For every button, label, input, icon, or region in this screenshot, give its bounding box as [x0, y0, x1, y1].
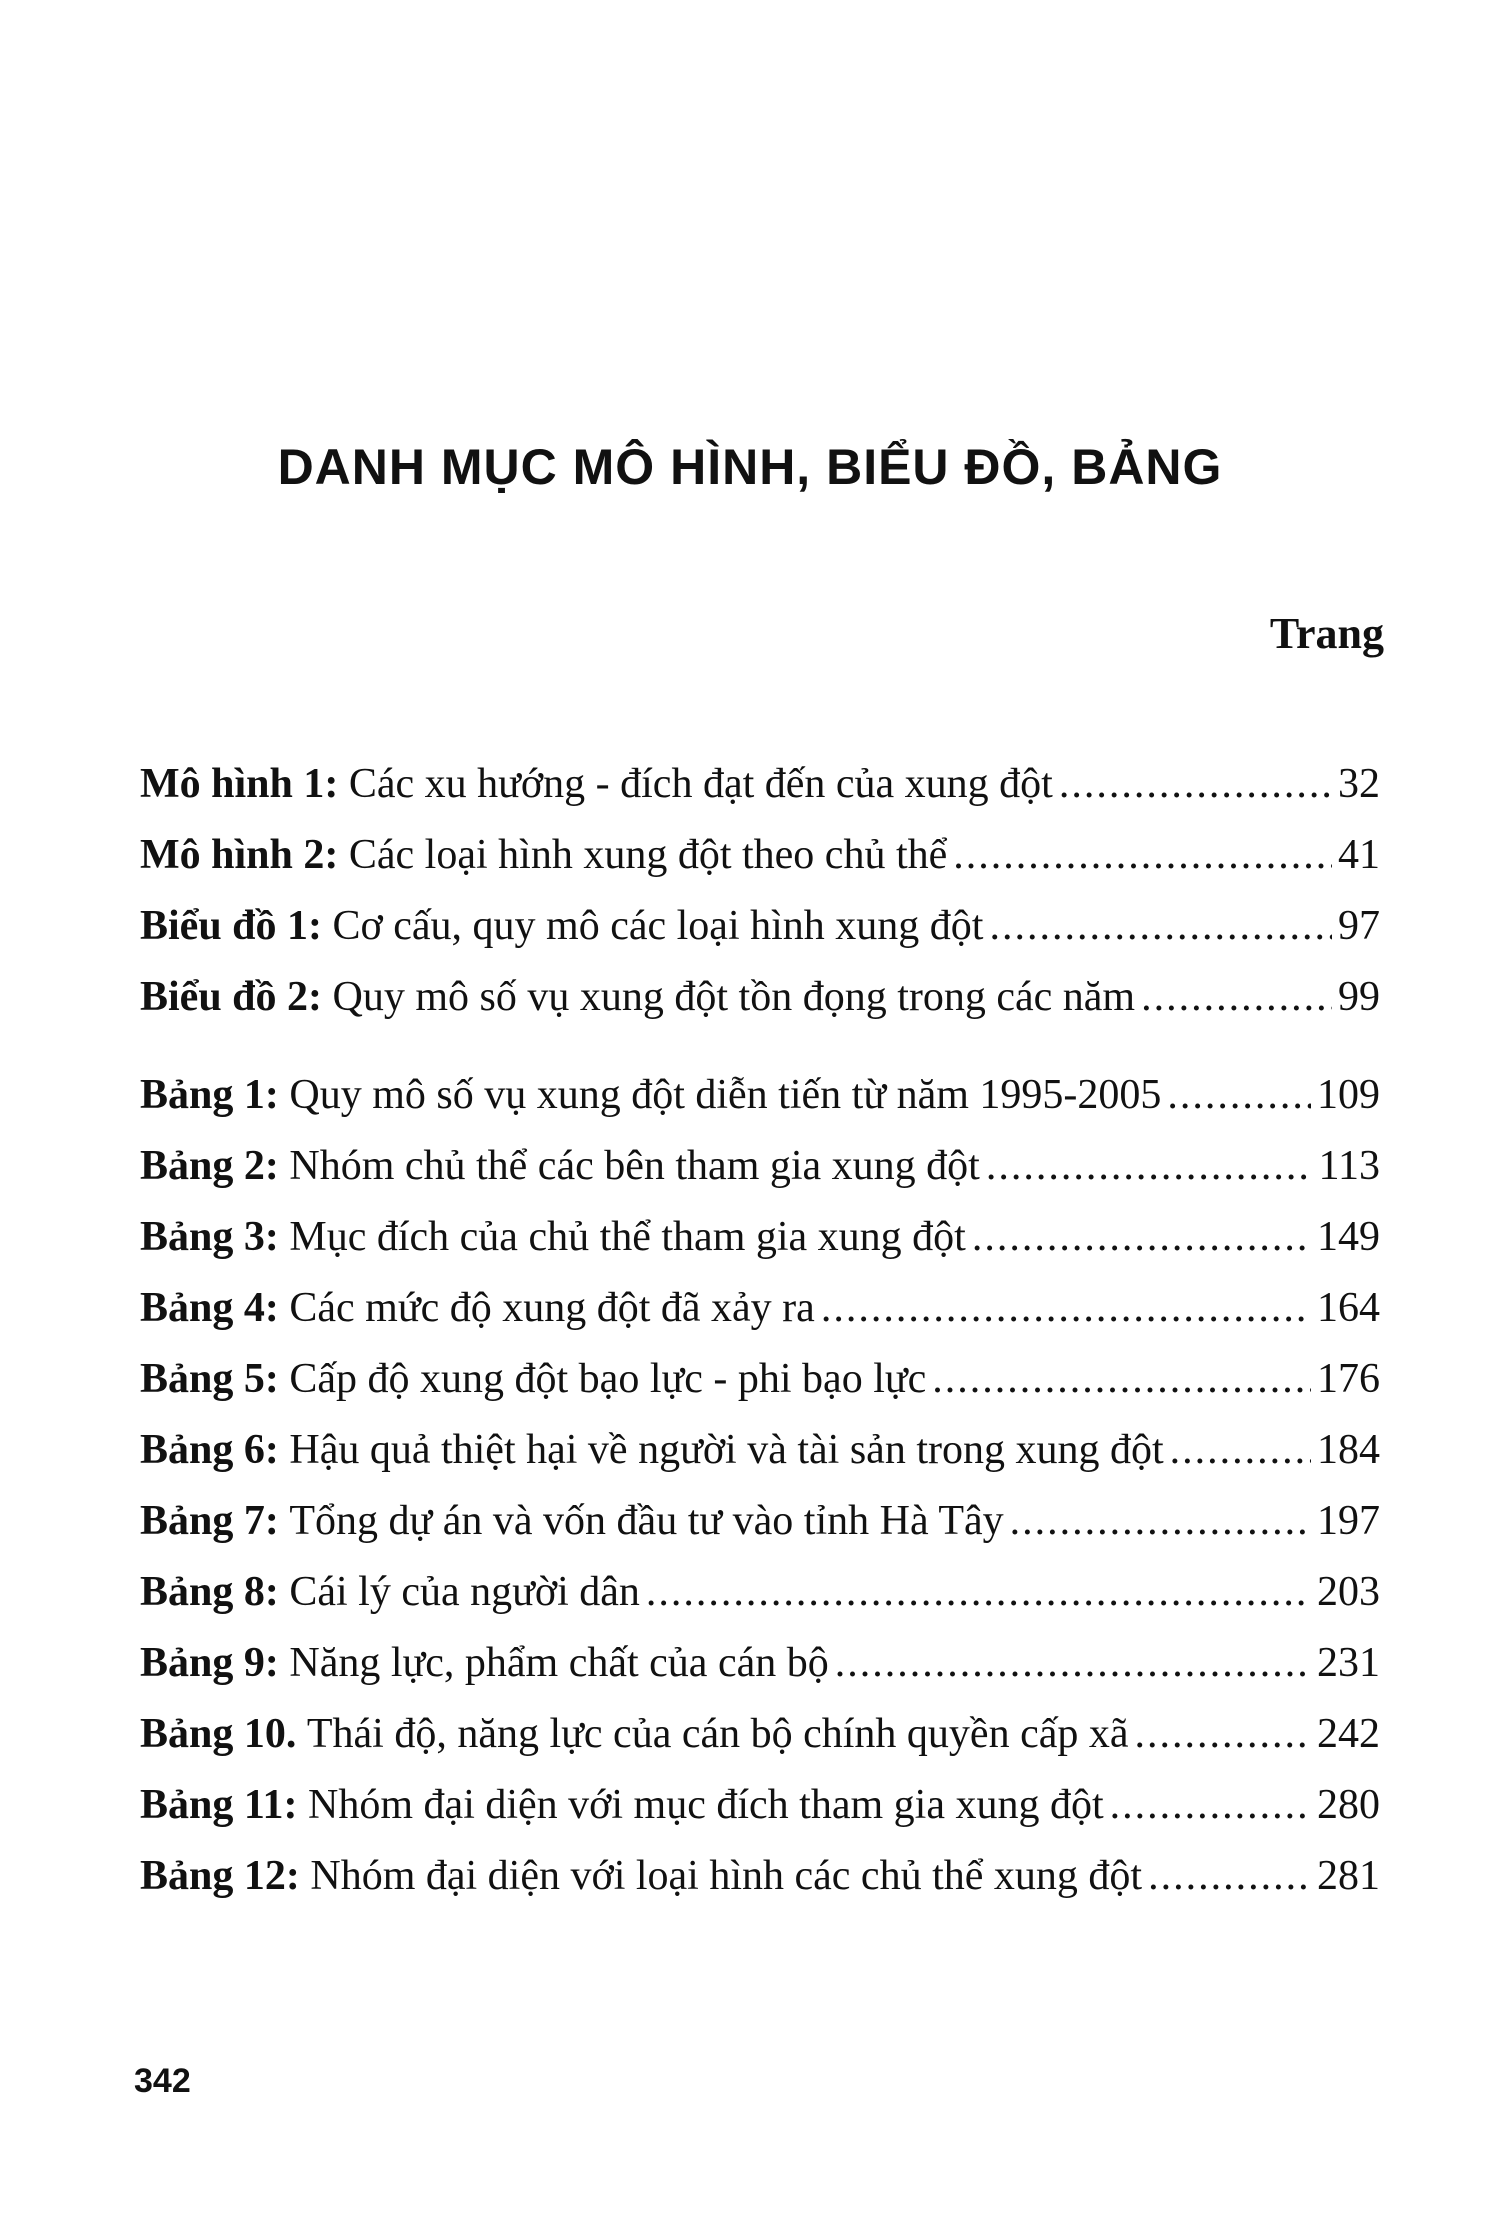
entry-title: Quy mô số vụ xung đột tồn đọng trong các năm: [332, 974, 1136, 1020]
entry-label: Bảng 6:: [140, 1427, 279, 1473]
page-title: DANH MỤC MÔ HÌNH, BIỂU ĐỒ, BẢNG: [277, 439, 1223, 495]
entry-page: 32: [1338, 761, 1380, 807]
entry-title: Thái độ, năng lực của cán bộ chính quyền cấp xã: [306, 1711, 1129, 1757]
entry-title: Cơ cấu, quy mô các loại hình xung đột: [332, 903, 984, 949]
dot-leader: [821, 1284, 1311, 1332]
entry-label: Bảng 8:: [140, 1569, 279, 1615]
toc-entry[interactable]: [140, 1284, 1380, 1344]
entry-page: 109: [1317, 1072, 1380, 1118]
dot-leader: [1135, 1710, 1312, 1758]
entry-title: Nhóm đại diện với loại hình các chủ thể xung đột: [310, 1853, 1143, 1899]
entry-title: Các loại hình xung đột theo chủ thể: [348, 832, 948, 878]
entry-page: 149: [1317, 1214, 1380, 1260]
dot-leader: [1148, 1852, 1311, 1900]
dot-leader: [953, 831, 1332, 879]
dot-leader: [989, 902, 1332, 950]
toc-entry[interactable]: [140, 902, 1380, 962]
toc-entry[interactable]: [140, 1710, 1380, 1770]
entry-page: 242: [1317, 1711, 1380, 1757]
entry-title: Hậu quả thiệt hại về người và tài sản trong xung đột: [289, 1427, 1164, 1473]
entry-page: 231: [1317, 1640, 1380, 1686]
entry-title: Mục đích của chủ thể tham gia xung đột: [289, 1214, 966, 1260]
toc-entry[interactable]: [140, 1213, 1380, 1273]
entry-label: Bảng 1:: [140, 1072, 279, 1118]
page-column-label: Trang: [1269, 609, 1384, 658]
entry-label: Bảng 7:: [140, 1498, 279, 1544]
entry-label: Mô hình 1:: [140, 761, 339, 807]
entry-label: Bảng 3:: [140, 1214, 279, 1260]
entry-title: Năng lực, phẩm chất của cán bộ: [289, 1640, 829, 1686]
entry-label: Bảng 12:: [140, 1853, 300, 1899]
toc-entry[interactable]: [140, 1568, 1380, 1628]
dot-leader: [646, 1568, 1311, 1616]
entry-label: Biểu đồ 1:: [140, 903, 323, 949]
toc-entry[interactable]: [140, 1781, 1380, 1841]
entry-label: Bảng 11:: [140, 1782, 298, 1828]
entry-title: Tổng dự án và vốn đầu tư vào tỉnh Hà Tây: [289, 1498, 1004, 1544]
entry-label: Bảng 2:: [140, 1143, 279, 1189]
entry-title: Quy mô số vụ xung đột diễn tiến từ năm 1995-2005: [289, 1072, 1162, 1118]
entry-label: Bảng 9:: [140, 1640, 279, 1686]
entry-page: 113: [1318, 1143, 1380, 1189]
dot-leader: [1110, 1781, 1311, 1829]
entry-title: Các xu hướng - đích đạt đến của xung đột: [348, 761, 1053, 807]
dot-leader: [1059, 760, 1332, 808]
entry-label: Bảng 4:: [140, 1285, 279, 1331]
entry-title: Cái lý của người dân: [289, 1569, 640, 1615]
toc-entry[interactable]: [140, 831, 1380, 891]
entry-page: 281: [1317, 1853, 1380, 1899]
entry-title: Các mức độ xung đột đã xảy ra: [289, 1285, 815, 1331]
dot-leader: [835, 1639, 1311, 1687]
entry-page: 184: [1317, 1427, 1380, 1473]
toc-entry[interactable]: [140, 1426, 1380, 1486]
entry-title: Nhóm đại diện với mục đích tham gia xung đột: [308, 1782, 1104, 1828]
entry-page: 97: [1338, 903, 1380, 949]
entry-page: 203: [1317, 1569, 1380, 1615]
dot-leader: [932, 1355, 1311, 1403]
entry-page: 99: [1338, 974, 1380, 1020]
entry-label: Bảng 5:: [140, 1356, 279, 1402]
entry-page: 164: [1317, 1285, 1380, 1331]
dot-leader: [1141, 973, 1332, 1021]
toc-entry[interactable]: [140, 1497, 1380, 1557]
toc-entry[interactable]: [140, 1355, 1380, 1415]
entry-page: 176: [1317, 1356, 1380, 1402]
entry-page: 41: [1338, 832, 1380, 878]
entry-label: Bảng 10.: [140, 1711, 297, 1757]
entry-page: 280: [1317, 1782, 1380, 1828]
page-number: 342: [134, 2062, 191, 2100]
toc-entry[interactable]: [140, 1852, 1380, 1912]
toc-entry[interactable]: [140, 1071, 1380, 1131]
toc-entry[interactable]: [140, 760, 1380, 820]
entry-label: Mô hình 2:: [140, 832, 339, 878]
entry-page: 197: [1317, 1498, 1380, 1544]
dot-leader: [972, 1213, 1311, 1261]
dot-leader: [1010, 1497, 1311, 1545]
dot-leader: [1167, 1071, 1311, 1119]
entry-title: Cấp độ xung đột bạo lực - phi bạo lực: [289, 1356, 927, 1402]
entry-title: Nhóm chủ thể các bên tham gia xung đột: [289, 1143, 980, 1189]
dot-leader: [986, 1142, 1313, 1190]
entry-label: Biểu đồ 2:: [140, 974, 323, 1020]
dot-leader: [1170, 1426, 1311, 1474]
toc-entry[interactable]: [140, 1142, 1380, 1202]
toc-entry[interactable]: [140, 1639, 1380, 1699]
toc-entry[interactable]: [140, 973, 1380, 1033]
